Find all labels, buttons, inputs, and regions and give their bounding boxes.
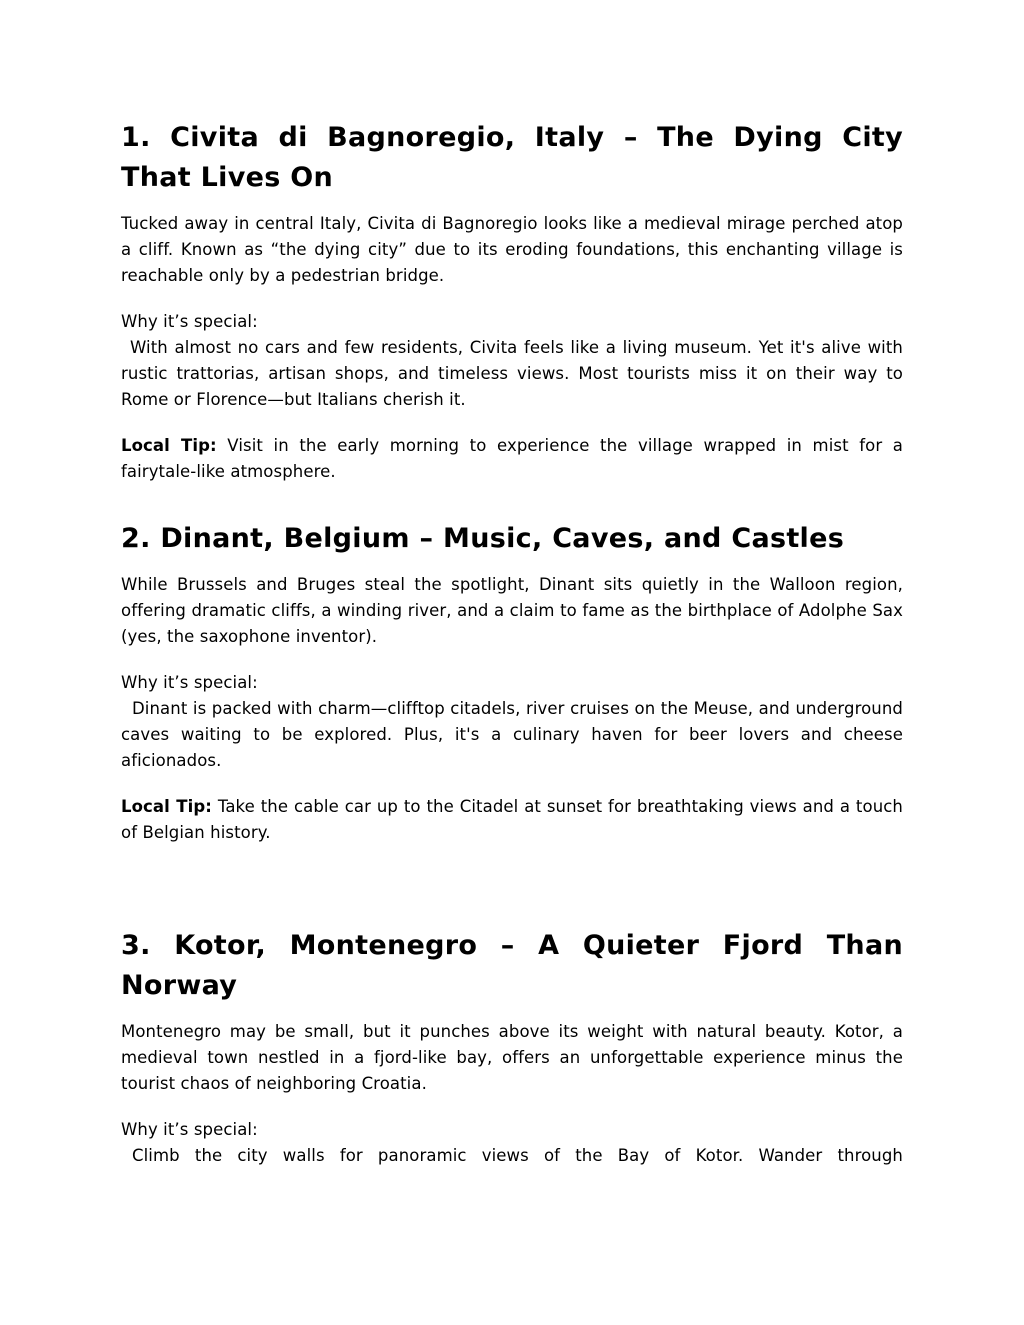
why-special-body: Dinant is packed with charm—clifftop citadels, river cruises on the Meuse, and underground caves waiting to be explored. Plus, it's a culinary haven for beer lovers and cheese aficionados. bbox=[121, 699, 903, 770]
why-special-label: Why it’s special: bbox=[121, 1120, 258, 1139]
local-tip bbox=[121, 794, 903, 846]
section-intro: Tucked away in central Italy, Civita di Bagnoregio looks like a medieval mirage perched atop a cliff. Known as “the dying city” due to its eroding foundations, this enchanting village is reachable only by a pedestrian bridge. bbox=[121, 214, 903, 285]
section-dinant bbox=[121, 519, 903, 846]
local-tip-label: Local Tip: bbox=[121, 797, 213, 816]
why-special-label: Why it’s special: bbox=[121, 312, 258, 331]
section-kotor bbox=[121, 926, 903, 1169]
local-tip-body: Take the cable car up to the Citadel at sunset for breathtaking views and a touch of Belgian history. bbox=[121, 797, 903, 842]
section-intro: Montenegro may be small, but it punches above its weight with natural beauty. Kotor, a medieval town nestled in a fjord-like bay, offers an unforgettable experience minus the tourist chaos of neighboring Croatia. bbox=[121, 1022, 903, 1093]
local-tip bbox=[121, 433, 903, 485]
why-special-label: Why it’s special: bbox=[121, 673, 258, 692]
section-intro: While Brussels and Bruges steal the spotlight, Dinant sits quietly in the Walloon region, offering dramatic cliffs, a winding river, and a claim to fame as the birthplace of Adolphe Sax (yes, the saxophone inventor). bbox=[121, 575, 903, 646]
section-civita bbox=[121, 118, 903, 485]
local-tip-label: Local Tip: bbox=[121, 436, 217, 455]
section-heading: 1. Civita di Bagnoregio, Italy – The Dying City That Lives On bbox=[121, 122, 903, 193]
section-heading: 3. Kotor, Montenegro – A Quieter Fjord Than Norway bbox=[121, 930, 903, 1001]
why-special-body: With almost no cars and few residents, Civita feels like a living museum. Yet it's alive with rustic trattorias, artisan shops, and timeless views. Most tourists miss it on their way to Rome or Florence—but Italians cherish it. bbox=[121, 338, 903, 409]
local-tip-body: Visit in the early morning to experience the village wrapped in mist for a fairytale-like atmosphere. bbox=[121, 436, 903, 481]
section-heading: 2. Dinant, Belgium – Music, Caves, and Castles bbox=[121, 523, 845, 554]
why-special-body: Climb the city walls for panoramic views of the Bay of Kotor. Wander through bbox=[132, 1146, 903, 1165]
